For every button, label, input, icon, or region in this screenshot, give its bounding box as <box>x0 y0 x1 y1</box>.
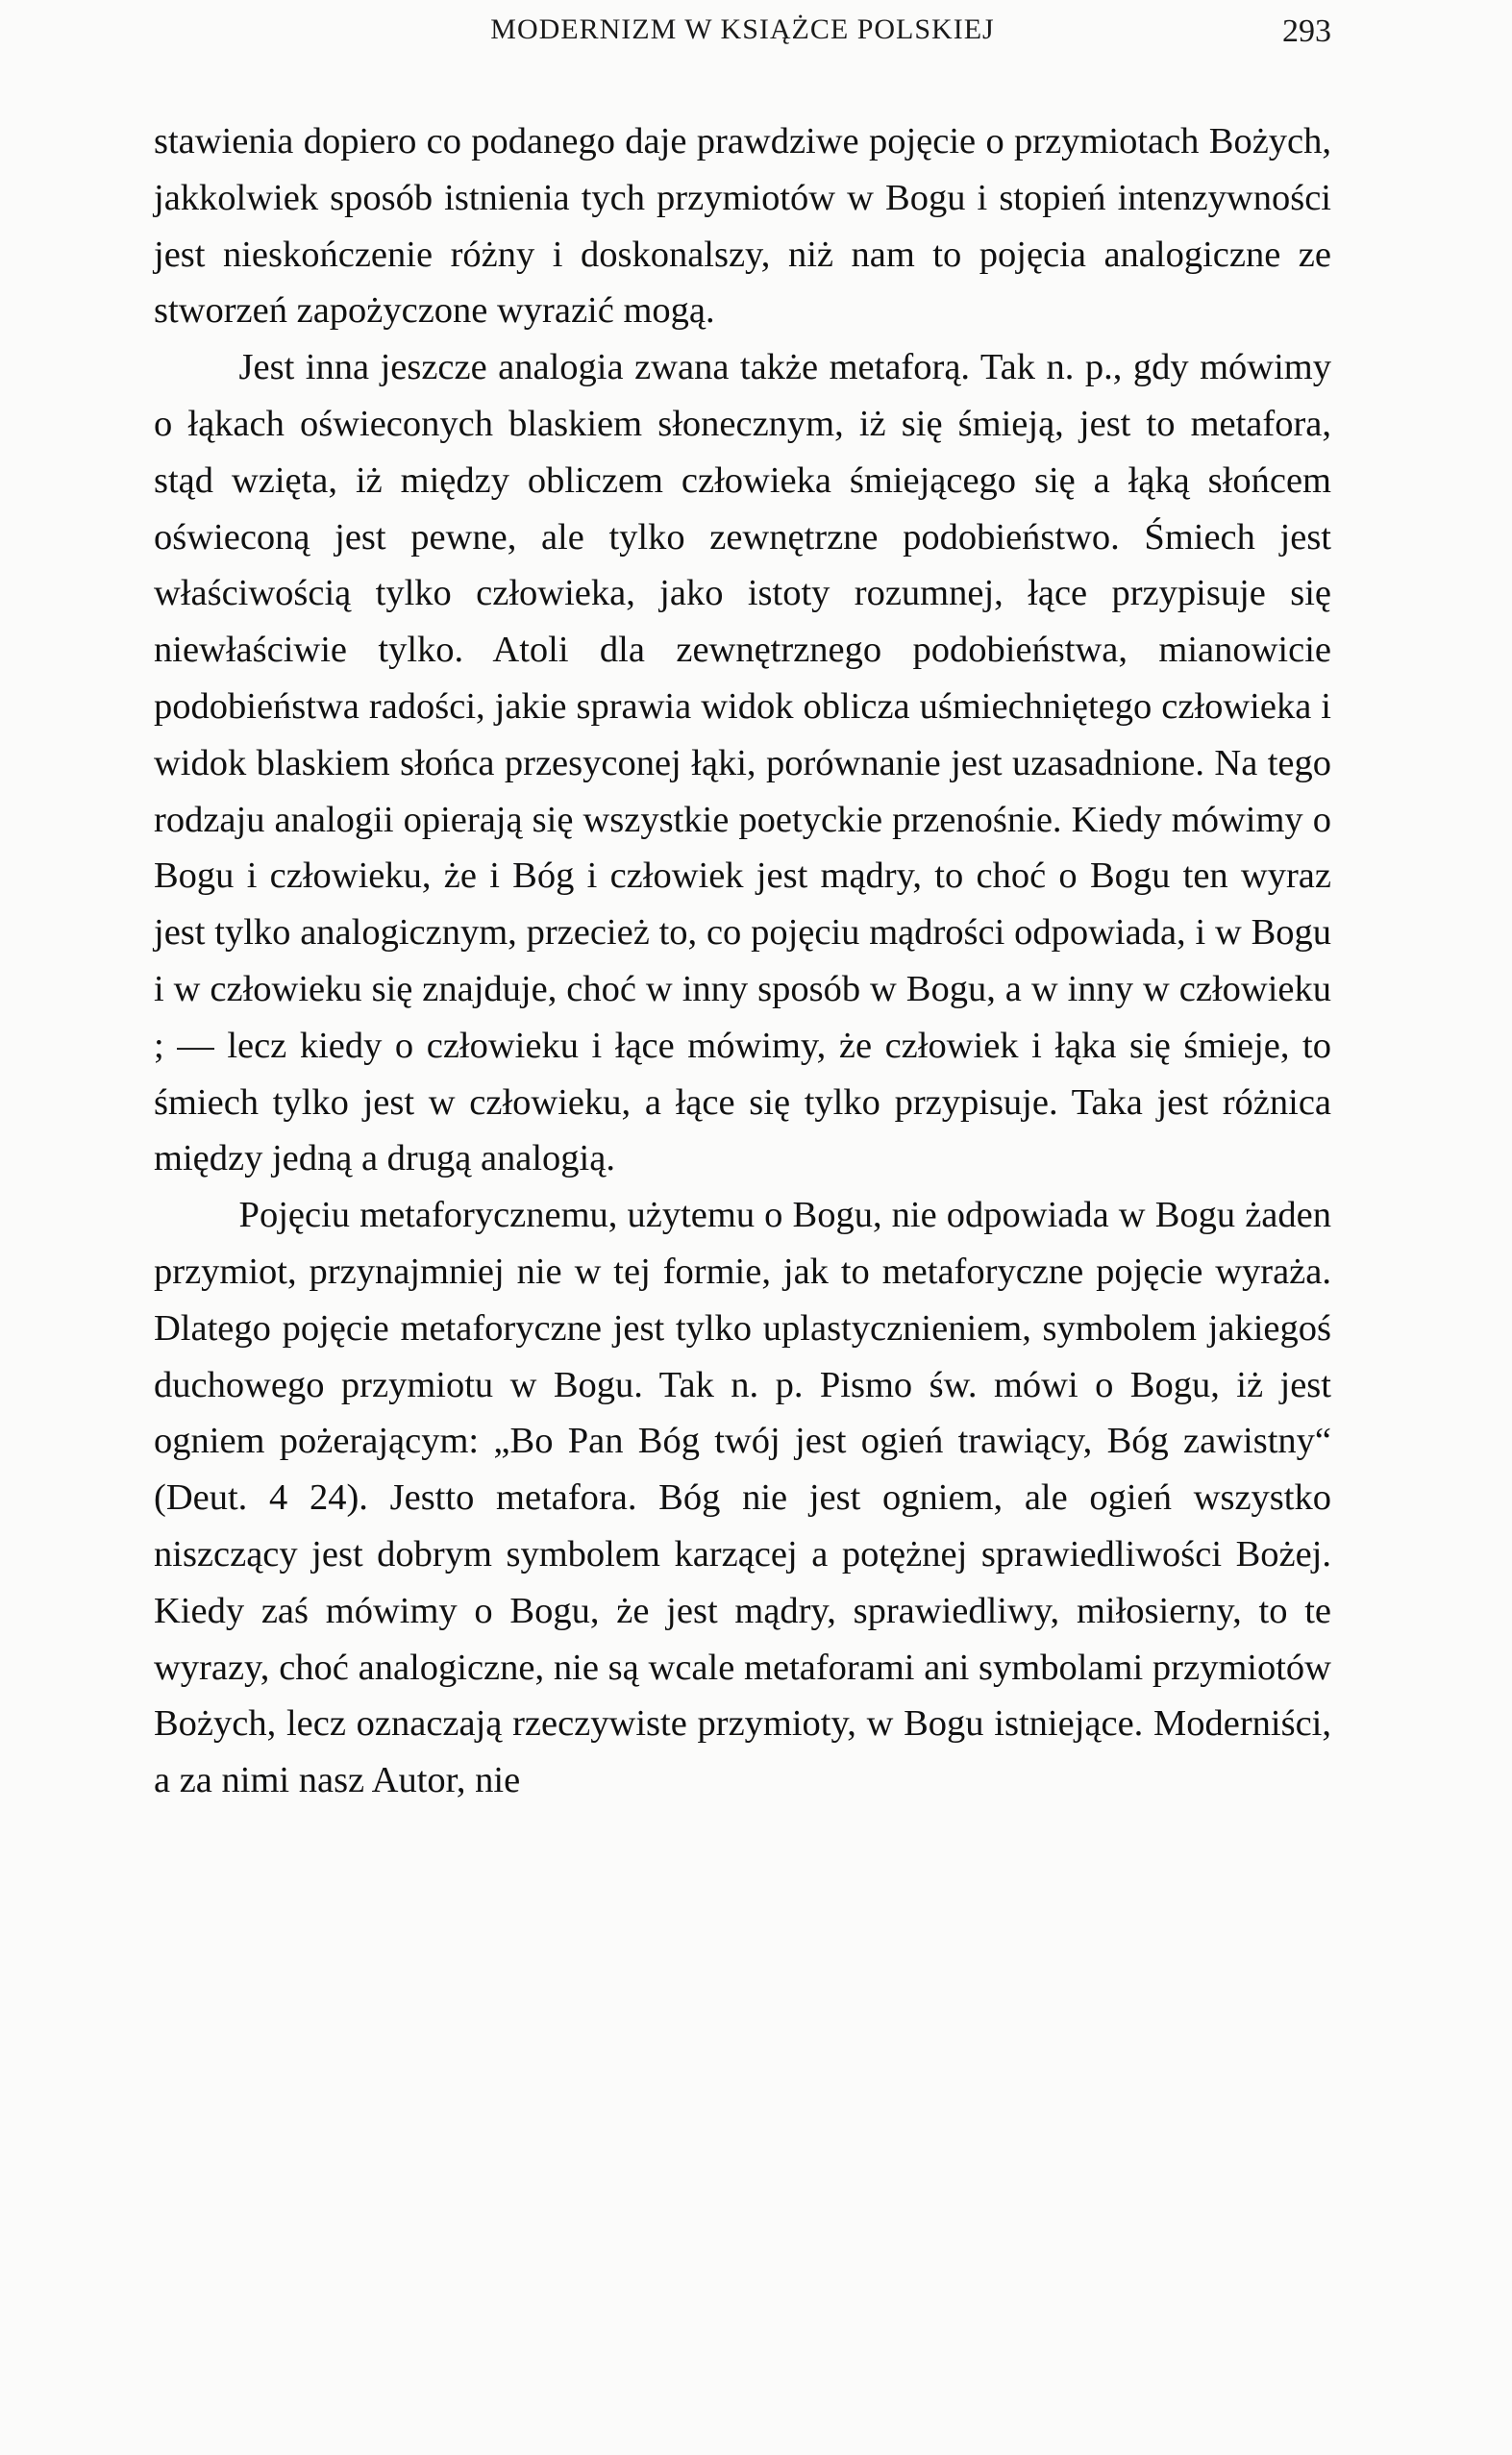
running-title: MODERNIZM W KSIĄŻCE POLSKIEJ <box>490 13 995 45</box>
paragraph-metaphor: Jest inna jeszcze analogia zwana także metaforą. Tak n. p., gdy mówimy o łąkach oświeconych blaskiem słonecznym, iż się śmieją, jest to metafora, stąd wzięta, iż między obliczem człowieka śmiejącego się a łąką słońcem oświeconą jest pewne, ale tylko zewnętrzne podobieństwo. Śmiech jest właściwością tylko człowieka, jako istoty rozumnej, łące przypisuje się niewłaściwie tylko. Atoli dla zewnętrznego podobieństwa, mianowicie podobieństwa radości, jakie sprawia widok oblicza uśmiechniętego człowieka i widok blaskiem słońca przesyconej łąki, porównanie jest uzasadnione. Na tego rodzaju analogii opierają się wszystkie poetyckie przenośnie. Kiedy mówimy o Bogu i człowieku, że i Bóg i człowiek jest mądry, to choć o Bogu ten wyraz jest tylko analogicznym, przecież to, co pojęciu mądrości odpowiada, i w Bogu i w człowieku się znajduje, choć w inny sposób w Bogu, a w inny w człowieku ; — lecz kiedy o człowieku i łące mówimy, że człowiek i łąka się śmieje, to śmiech tylko jest w człowieku, a łące się tylko przypisuje. Taka jest różnica między jedną a drugą analogią. <box>154 347 1331 1179</box>
running-head <box>154 13 1331 52</box>
page-number: 293 <box>1282 13 1331 49</box>
body-text <box>154 113 1331 1809</box>
paragraph-metaphorical-concept: Pojęciu metaforycznemu, użytemu o Bogu, nie odpowiada w Bogu żaden przymiot, przynajmniej nie w tej formie, jak to metaforyczne pojęcie wyraża. Dlatego pojęcie metaforyczne jest tylko uplastycznieniem, symbolem jakiegoś duchowego przymiotu w Bogu. Tak n. p. Pismo św. mówi o Bogu, iż jest ogniem pożerającym: „Bo Pan Bóg twój jest ogień trawiący, Bóg zawistny“ (Deut. 4 24). Jestto metafora. Bóg nie jest ogniem, ale ogień wszystko niszczący jest dobrym symbolem karzącej a potężnej sprawiedliwości Bożej. Kiedy zaś mówimy o Bogu, że jest mądry, sprawiedliwy, miłosierny, to te wyrazy, choć analogiczne, nie są wcale metaforami ani symbolami przymiotów Bożych, lecz oznaczają rzeczywiste przymioty, w Bogu istniejące. Moderniści, a za nimi nasz Autor, nie <box>154 1195 1331 1801</box>
paragraph-continuation: stawienia dopiero co podanego daje prawdziwe pojęcie o przymiotach Bożych, jakkolwiek sposób istnienia tych przymiotów w Bogu i stopień intenzywności jest nieskończenie różny i doskonalszy, niż nam to pojęcia analogiczne ze stworzeń zapożyczone wyrazić mogą. <box>154 121 1331 332</box>
